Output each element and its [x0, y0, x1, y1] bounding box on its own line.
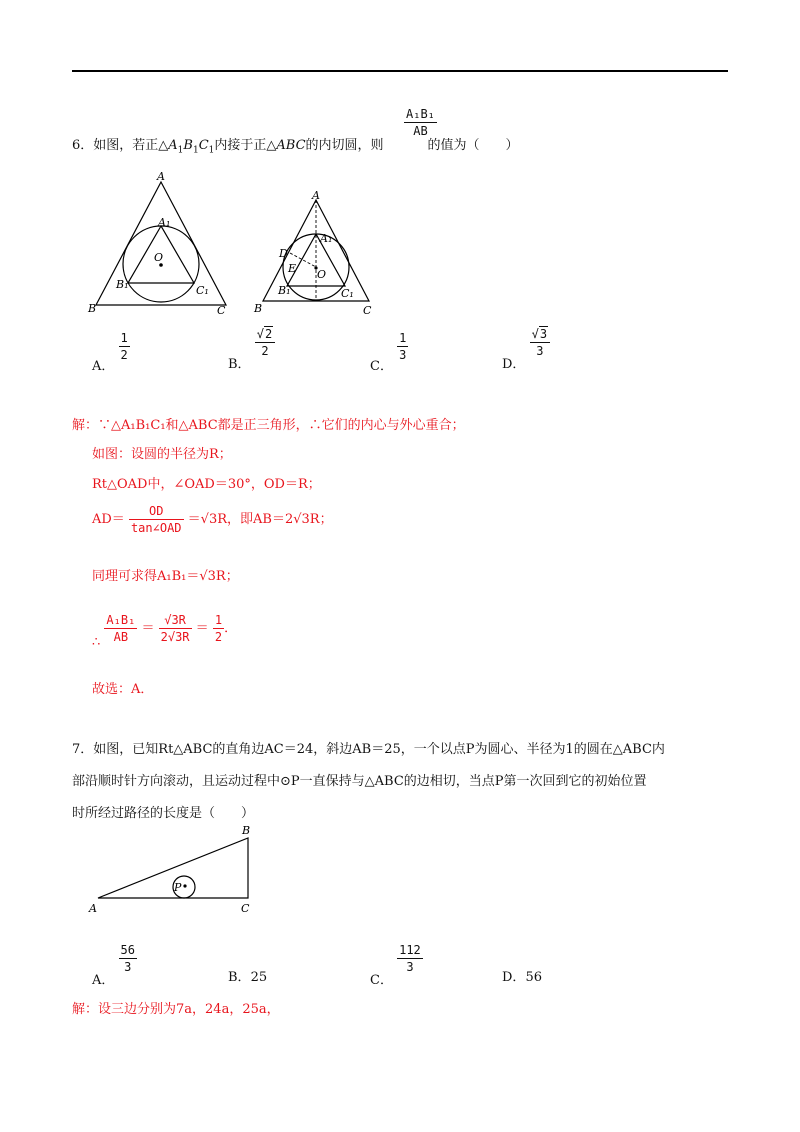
q6-frac-den: AB	[413, 124, 428, 138]
sol6-line3: Rt△OAD中，∠OAD＝30°，OD＝R；	[92, 477, 321, 492]
sol6-line1	[72, 414, 465, 433]
q6-option-a[interactable]	[92, 330, 130, 374]
sol6-line4-left: AD＝	[92, 512, 125, 527]
fig1-label-B1: B₁	[116, 278, 129, 291]
q7-option-c-num: 112	[399, 943, 421, 957]
q6-text-d: 的值为（ ）	[427, 138, 519, 153]
sol6-f2-num: √3R	[159, 612, 192, 629]
q7-option-b-label: B．	[228, 970, 251, 985]
q6-option-d-label: D．	[502, 357, 526, 372]
q7-line3: 时所经过路径的长度是（ ）	[72, 806, 255, 821]
fig2-label-C1: C₁	[341, 287, 354, 300]
fig1-label-C1: C₁	[196, 284, 209, 297]
fig2-label-A1: A₁	[320, 232, 333, 245]
fig2-label-D: D	[279, 247, 288, 260]
sol6-f3-num: 1	[214, 613, 223, 627]
q7-option-b[interactable]	[228, 966, 267, 985]
sol6-line4-mid: ＝√3R，即AB＝2√3R；	[187, 512, 333, 527]
q6-frac-num: A₁B₁	[406, 107, 435, 121]
sol6-line1-text: ∵△A₁B₁C₁和△ABC都是正三角形，∴它们的内心与外心重合；	[98, 418, 465, 433]
sol6-line6: ∴ $\frac{\text{A₁B₁}}{AB}$ ＝ $\frac{√3R}{2√3R}$ ＝ $\frac{1}{2}$ ．	[92, 613, 238, 650]
q6-stem: 6．如图，若正$\triangle A_1B_1C_1$内接于正△ABC的内切圆，则 的值为（ ）	[72, 138, 519, 156]
q6-option-b-num: 2	[264, 327, 273, 341]
q6-option-d[interactable]: D． $\frac{√3}{3}$	[502, 326, 550, 359]
q6-figure-2	[250, 190, 380, 320]
fig1-label-C: C	[217, 304, 226, 317]
q6-option-d-den: 3	[536, 344, 544, 358]
q7-option-a-den: 3	[124, 960, 132, 974]
q7-number: 7．	[72, 742, 94, 757]
q7-option-d-label: D．	[502, 970, 526, 985]
fig2-label-C: C	[363, 304, 372, 317]
fig1-label-O: O	[154, 251, 164, 264]
q6-option-a-den: 2	[120, 348, 128, 362]
q7-option-d[interactable]	[502, 966, 542, 985]
sol6-prefix: 解：	[72, 418, 99, 433]
q7-label-C: C	[241, 902, 250, 915]
q7-line1-text: 如图，已知Rt△ABC的直角边AC＝24，斜边AB＝25，一个以点P为圆心、半径为1的圆在△ABC内	[93, 742, 665, 757]
q7-line2: 部沿顺时针方向滚动，且运动过程中⊙P一直保持与△ABC的边相切，当点P第一次回到它的初始位置	[72, 774, 647, 789]
q6-text-a: 如图，若正△	[93, 138, 169, 153]
fig2-label-B: B	[254, 302, 263, 315]
fig2-label-E: E	[288, 262, 297, 275]
q6-text-b: 内接于正△	[214, 138, 277, 153]
sol6-f1-den: AB	[113, 630, 129, 644]
q7-label-A: A	[89, 902, 97, 915]
sol6-line4-den: tan∠OAD	[130, 521, 182, 535]
q7-option-c-den: 3	[406, 960, 414, 974]
sol6-line2: 如图：设圆的半径为R；	[92, 447, 232, 462]
sol6-line4	[92, 503, 333, 536]
q7-label-B: B	[242, 824, 251, 837]
fig2-label-O: O	[317, 268, 327, 281]
q7-option-a-num: 56	[120, 943, 135, 957]
sol6-line5: 同理可求得A₁B₁＝√3R；	[92, 569, 239, 584]
sol6-f1-num: A₁B₁	[106, 613, 136, 627]
q6-option-c-den: 3	[399, 348, 407, 362]
sol6-f3-den: 2	[214, 630, 223, 644]
q6-text-c: 的内切圆，则	[305, 138, 384, 153]
q7-line1	[72, 738, 665, 757]
fig2-label-A: A	[312, 190, 320, 202]
fig2-label-B1: B₁	[278, 284, 291, 297]
sol6-f2-den: 2√3R	[160, 630, 190, 644]
q6-option-c[interactable]	[370, 330, 408, 374]
q6-option-c-label: C．	[370, 359, 393, 374]
q6-option-b-den: 2	[261, 344, 269, 358]
header-rule	[72, 70, 728, 72]
sol6-therefore: ∴	[92, 635, 101, 650]
q6-option-a-num: 1	[120, 331, 128, 345]
fig1-label-B: B	[88, 302, 97, 315]
q7-option-a[interactable]	[92, 942, 137, 988]
sol6-line4-num: OD	[129, 503, 184, 520]
q6-option-b[interactable]: B． $\frac{√2}{2}$	[228, 326, 275, 359]
sol6-line7: 故选：A．	[92, 682, 154, 697]
q7-figure	[86, 822, 266, 918]
q6-number: 6．	[72, 138, 94, 153]
q6-option-c-num: 1	[399, 331, 407, 345]
q7-option-c[interactable]	[370, 942, 423, 988]
fig1-label-A1: A₁	[158, 216, 171, 229]
q6-option-a-label: A．	[92, 359, 115, 374]
q7-option-a-label: A．	[92, 973, 115, 988]
fig1-label-A: A	[157, 170, 165, 183]
q7-option-c-label: C．	[370, 973, 393, 988]
sol7-line1: 解：设三边分别为7a，24a，25a，	[72, 1002, 280, 1017]
q6-option-b-label: B．	[228, 357, 251, 372]
q7-option-d-value: 56	[525, 970, 542, 985]
q7-option-b-value: 25	[250, 970, 268, 985]
q6-figure-1	[86, 168, 236, 318]
q6-option-d-num: 3	[539, 327, 548, 341]
q7-label-P: P	[174, 881, 182, 894]
